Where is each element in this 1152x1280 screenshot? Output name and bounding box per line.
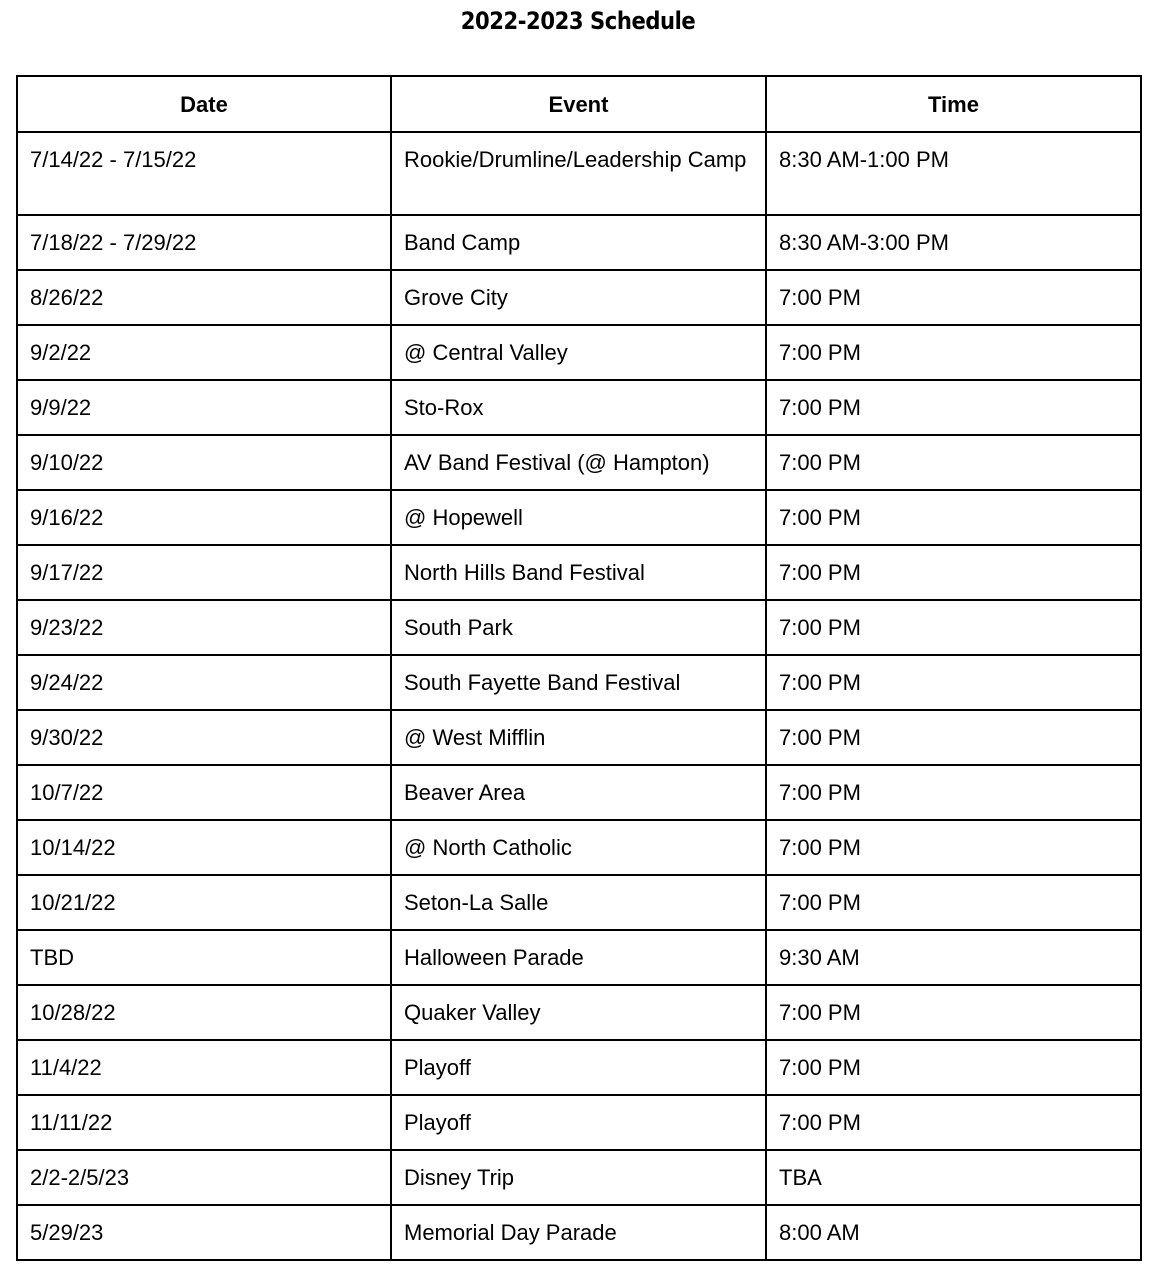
event-cell: Halloween Parade xyxy=(391,930,766,985)
table-row xyxy=(17,875,1141,930)
time-cell: 7:00 PM xyxy=(766,545,1141,600)
date-cell: 9/24/22 xyxy=(17,655,391,710)
time-cell: 7:00 PM xyxy=(766,820,1141,875)
date-cell: 10/14/22 xyxy=(17,820,391,875)
date-cell: 8/26/22 xyxy=(17,270,391,325)
date-cell: 10/21/22 xyxy=(17,875,391,930)
table-row xyxy=(17,710,1141,765)
table-row xyxy=(17,1150,1141,1205)
time-cell: 7:00 PM xyxy=(766,1040,1141,1095)
time-cell: 7:00 PM xyxy=(766,380,1141,435)
event-cell: @ North Catholic xyxy=(391,820,766,875)
time-cell: 7:00 PM xyxy=(766,490,1141,545)
table-row xyxy=(17,930,1141,985)
date-cell: 10/7/22 xyxy=(17,765,391,820)
event-cell: Playoff xyxy=(391,1095,766,1150)
time-cell: 7:00 PM xyxy=(766,270,1141,325)
date-cell: 9/16/22 xyxy=(17,490,391,545)
table-row xyxy=(17,490,1141,545)
schedule-table xyxy=(16,75,1142,1261)
event-cell: Playoff xyxy=(391,1040,766,1095)
time-cell: TBA xyxy=(766,1150,1141,1205)
date-cell: 5/29/23 xyxy=(17,1205,391,1260)
time-cell: 7:00 PM xyxy=(766,435,1141,490)
time-cell: 9:30 AM xyxy=(766,930,1141,985)
date-cell: 9/30/22 xyxy=(17,710,391,765)
event-cell: Disney Trip xyxy=(391,1150,766,1205)
event-cell: @ West Mifflin xyxy=(391,710,766,765)
table-row xyxy=(17,600,1141,655)
time-cell: 7:00 PM xyxy=(766,710,1141,765)
table-row xyxy=(17,655,1141,710)
time-cell: 7:00 PM xyxy=(766,325,1141,380)
date-cell: 9/10/22 xyxy=(17,435,391,490)
event-cell: @ Hopewell xyxy=(391,490,766,545)
event-cell: North Hills Band Festival xyxy=(391,545,766,600)
time-cell: 8:30 AM-1:00 PM xyxy=(766,132,1141,215)
date-cell: 7/14/22 - 7/15/22 xyxy=(17,132,391,215)
time-cell: 8:00 AM xyxy=(766,1205,1141,1260)
page-title: 2022-2023 Schedule xyxy=(460,7,696,35)
time-cell: 7:00 PM xyxy=(766,875,1141,930)
table-row xyxy=(17,270,1141,325)
date-cell: 9/17/22 xyxy=(17,545,391,600)
event-cell: AV Band Festival (@ Hampton) xyxy=(391,435,766,490)
event-cell: Sto-Rox xyxy=(391,380,766,435)
event-cell: Seton-La Salle xyxy=(391,875,766,930)
table-row xyxy=(17,985,1141,1040)
table-row xyxy=(17,132,1141,215)
column-header-time: Time xyxy=(766,76,1141,132)
table-row xyxy=(17,820,1141,875)
table-row xyxy=(17,1205,1141,1260)
column-header-date: Date xyxy=(17,76,391,132)
event-cell: Grove City xyxy=(391,270,766,325)
table-row xyxy=(17,1095,1141,1150)
event-cell: South Fayette Band Festival xyxy=(391,655,766,710)
table-row xyxy=(17,215,1141,270)
time-cell: 7:00 PM xyxy=(766,655,1141,710)
event-cell: @ Central Valley xyxy=(391,325,766,380)
time-cell: 7:00 PM xyxy=(766,765,1141,820)
event-cell: Memorial Day Parade xyxy=(391,1205,766,1260)
date-cell: 9/9/22 xyxy=(17,380,391,435)
table-row xyxy=(17,1040,1141,1095)
event-cell: Quaker Valley xyxy=(391,985,766,1040)
table-row xyxy=(17,325,1141,380)
event-cell: Rookie/Drumline/Leadership Camp xyxy=(391,132,766,215)
time-cell: 7:00 PM xyxy=(766,985,1141,1040)
date-cell: 10/28/22 xyxy=(17,985,391,1040)
column-header-event: Event xyxy=(391,76,766,132)
date-cell: 7/18/22 - 7/29/22 xyxy=(17,215,391,270)
table-row xyxy=(17,380,1141,435)
date-cell: 11/11/22 xyxy=(17,1095,391,1150)
table-row xyxy=(17,435,1141,490)
date-cell: 9/23/22 xyxy=(17,600,391,655)
event-cell: South Park xyxy=(391,600,766,655)
date-cell: TBD xyxy=(17,930,391,985)
event-cell: Beaver Area xyxy=(391,765,766,820)
event-cell: Band Camp xyxy=(391,215,766,270)
date-cell: 9/2/22 xyxy=(17,325,391,380)
table-row xyxy=(17,545,1141,600)
time-cell: 7:00 PM xyxy=(766,1095,1141,1150)
date-cell: 11/4/22 xyxy=(17,1040,391,1095)
date-cell: 2/2-2/5/23 xyxy=(17,1150,391,1205)
table-header-row xyxy=(17,76,1141,132)
time-cell: 8:30 AM-3:00 PM xyxy=(766,215,1141,270)
time-cell: 7:00 PM xyxy=(766,600,1141,655)
table-row xyxy=(17,765,1141,820)
